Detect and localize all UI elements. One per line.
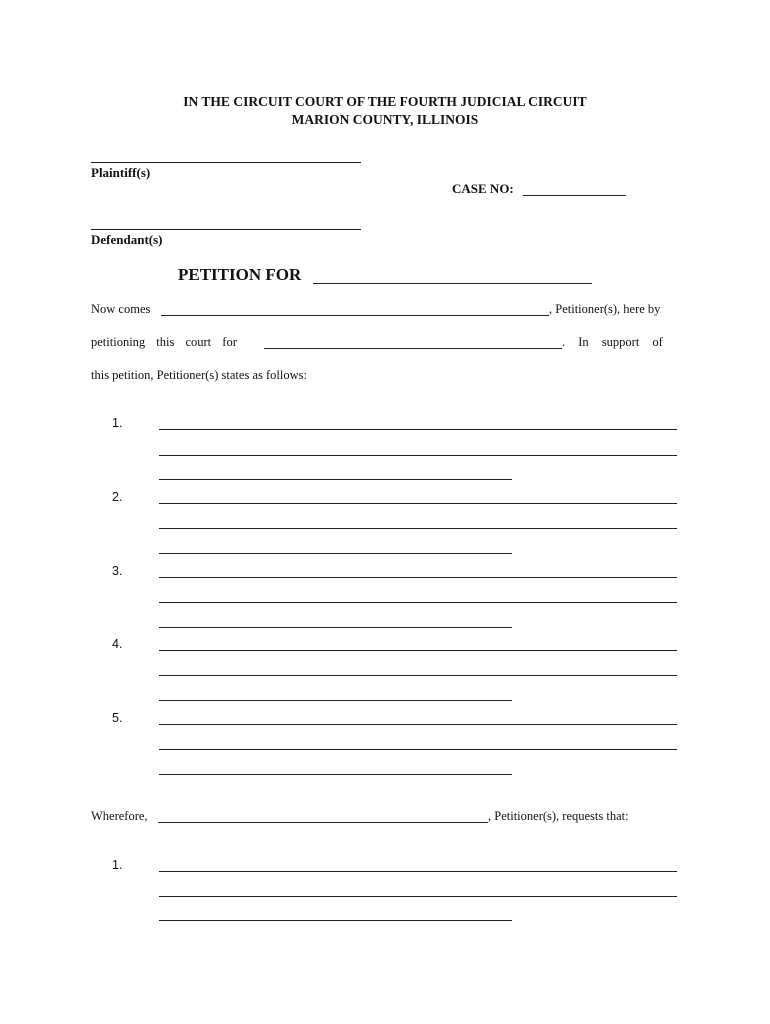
item-line[interactable] — [159, 429, 677, 430]
court-name: IN THE CIRCUIT COURT OF THE FOURTH JUDICIAL CIRCUIT — [183, 94, 587, 109]
states-as-follows-text: this petition, Petitioner(s) states as follows: — [91, 368, 307, 382]
petitioners-here-by-text: , Petitioner(s), here by — [549, 302, 661, 316]
plaintiff-field[interactable] — [91, 162, 361, 163]
request-number: 1. — [112, 858, 123, 872]
item-line[interactable] — [159, 602, 677, 603]
wherefore-name-field[interactable] — [158, 822, 488, 823]
item-line[interactable] — [159, 455, 677, 456]
petitioning-text: petitioning this court for — [91, 335, 237, 349]
defendant-field[interactable] — [91, 229, 361, 230]
court-county: MARION COUNTY, ILLINOIS — [291, 112, 479, 127]
petition-title: PETITION FOR — [178, 265, 302, 284]
item-line[interactable] — [159, 650, 677, 651]
request-line[interactable] — [159, 896, 677, 897]
petitioner-name-field[interactable] — [161, 315, 549, 316]
item-number: 1. — [112, 416, 123, 430]
plaintiff-label: Plaintiff(s) — [91, 165, 151, 180]
item-number: 2. — [112, 490, 123, 504]
case-no-field[interactable] — [523, 195, 626, 196]
item-line[interactable] — [159, 749, 677, 750]
item-number: 4. — [112, 637, 123, 651]
item-line[interactable] — [159, 724, 677, 725]
item-number: 3. — [112, 564, 123, 578]
item-number: 5. — [112, 711, 123, 725]
now-comes-text: Now comes — [91, 302, 151, 316]
item-line[interactable] — [159, 503, 677, 504]
item-line[interactable] — [159, 577, 677, 578]
wherefore-text: Wherefore, — [91, 809, 148, 823]
item-line[interactable] — [159, 553, 512, 554]
defendant-label: Defendant(s) — [91, 232, 163, 247]
item-line[interactable] — [159, 774, 512, 775]
item-line[interactable] — [159, 479, 512, 480]
request-line[interactable] — [159, 920, 512, 921]
item-line[interactable] — [159, 675, 677, 676]
petition-for-field[interactable] — [313, 283, 592, 284]
case-no-label: CASE NO: — [452, 181, 514, 196]
request-line[interactable] — [159, 871, 677, 872]
in-support-text: . In support of — [562, 335, 663, 349]
item-line[interactable] — [159, 627, 512, 628]
item-line[interactable] — [159, 528, 677, 529]
petition-purpose-field[interactable] — [264, 348, 562, 349]
requests-that-text: , Petitioner(s), requests that: — [488, 809, 629, 823]
item-line[interactable] — [159, 700, 512, 701]
